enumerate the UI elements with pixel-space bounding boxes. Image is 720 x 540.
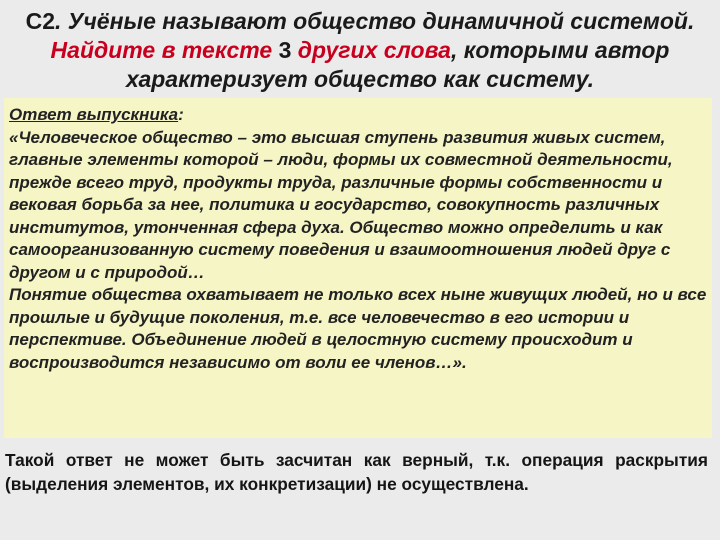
answer-paragraph-2: Понятие общества охватывает не только всех ныне живущих людей, но и все прошлые и будущие поколения, т.е. все человечество в его истории и перспективе. Объединение людей в целостную систему происходит и воспроизводится независимо от воли ее членов…».: [9, 285, 707, 372]
question-line3: характеризует общество как систему.: [125, 66, 595, 92]
graduate-answer-box: [4, 98, 712, 438]
answer-paragraph-1: «Человеческое общество – это высшая ступень развития живых систем, главные элементы которой – люди, формы их совместной деятельности, прежде всего труд, продукты труда, различные формы собственности и вековая борьба за нее, политика и государство, совокупность различных институтов, утонченная сфера духа. Общество можно определить и как самоорганизованную систему поведения и взаимоотношения людей друг с другом и с природой…: [9, 127, 673, 282]
question-number: С2: [25, 8, 56, 34]
question-emphasis: Найдите в тексте: [50, 37, 273, 63]
verdict-text: Такой ответ не может быть засчитан как верный, т.к. операция раскрытия (выделения элементов, их конкретизации) не осуществлена.: [5, 450, 708, 494]
answer-label-colon: :: [178, 105, 184, 124]
question-header: [0, 0, 720, 98]
answer-label: Ответ выпускника: [9, 105, 179, 124]
question-line2-rest: , которыми автор: [450, 37, 670, 63]
question-count: 3: [272, 37, 292, 63]
question-line1: . Учёные называют общество динамичной системой.: [55, 8, 695, 34]
question-emphasis-2: других слова: [291, 37, 451, 63]
